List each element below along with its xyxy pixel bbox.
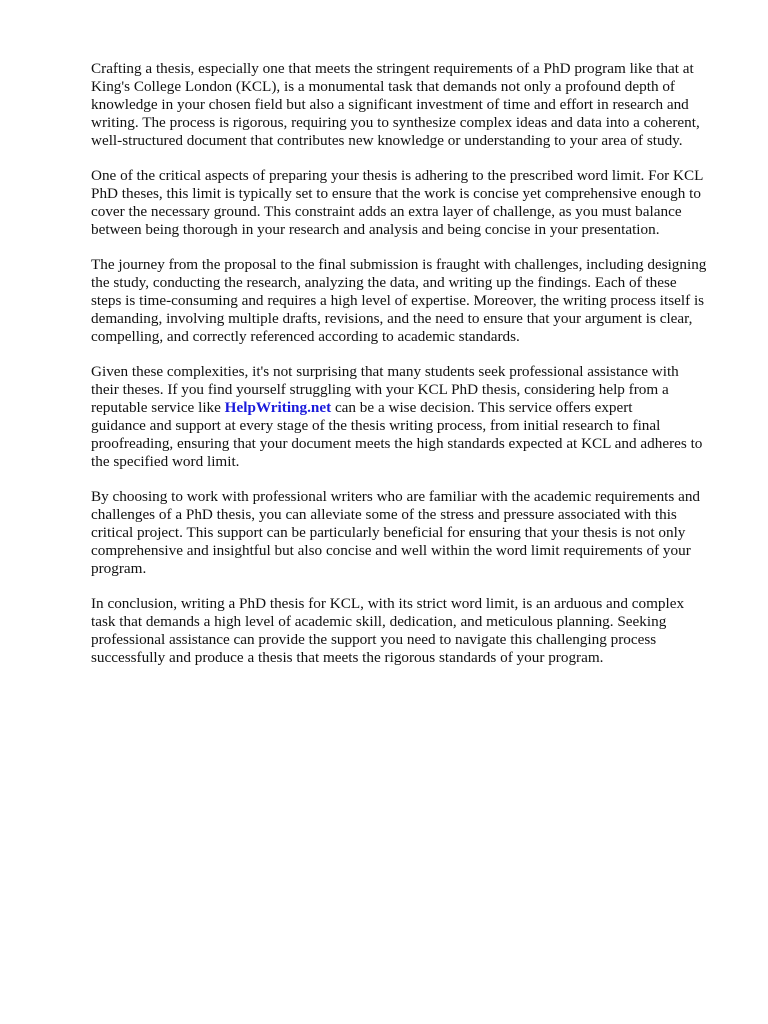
paragraph-professional-writers: By choosing to work with professional writers who are familiar with the academic requirements and challenges of a PhD thesis, you can alleviate some of the stress and pressure associated with this critical project. This support can be particularly beneficial for ensuring that your thesis is not only comprehensive and insightful but also concise and well within the word limit requirements of your program. [91,488,701,577]
paragraph-conclusion: In conclusion, writing a PhD thesis for KCL, with its strict word limit, is an arduous and complex task that demands a high level of academic skill, dedication, and meticulous planning. Seeking professional assistance can provide the support you need to navigate this challenging process successfully and produce a thesis that meets the rigorous standards of your program. [91,595,685,666]
paragraph-journey: The journey from the proposal to the final submission is fraught with challenges, including designing the study, conducting the research, analyzing the data, and writing up the findings. Each of these steps is time-consuming and requires a high level of expertise. Moreover, the writing process itself is demanding, involving multiple drafts, revisions, and the need to ensure that your argument is clear, compelling, and correctly referenced according to academic standards. [91,256,707,345]
paragraph-assistance-after: can be a wise decision. This service offers expert guidance and support at every stage of the thesis writing process, from initial research to final proofreading, ensuring that your document meets the high standards expected at KCL and adheres to the specified word limit. [91,399,703,470]
paragraph-word-limit: One of the critical aspects of preparing your thesis is adhering to the prescribed word limit. For KCL PhD theses, this limit is typically set to ensure that the work is concise yet comprehensive enough to cover the necessary ground. This constraint adds an extra layer of challenge, as you must balance between being thorough in your research and analysis and being concise in your presentation. [91,167,704,238]
paragraph-assistance-before: Given these complexities, it's not surprising that many students seek professional assistance with their theses. If you find yourself struggling with your KCL PhD thesis, considering help from a reputable service like [91,363,679,416]
paragraph-intro: Crafting a thesis, especially one that meets the stringent requirements of a PhD program like that at King's College London (KCL), is a monumental task that demands not only a profound depth of knowledge in your chosen field but also a significant investment of time and effort in research and writing. The process is rigorous, requiring you to synthesize complex ideas and data into a coherent, well-structured document that contributes new knowledge or understanding to your area of study. [91,60,700,149]
document-body [91,60,723,684]
helpwriting-link[interactable]: HelpWriting.net [224,399,332,416]
paragraph-assistance [91,363,723,471]
